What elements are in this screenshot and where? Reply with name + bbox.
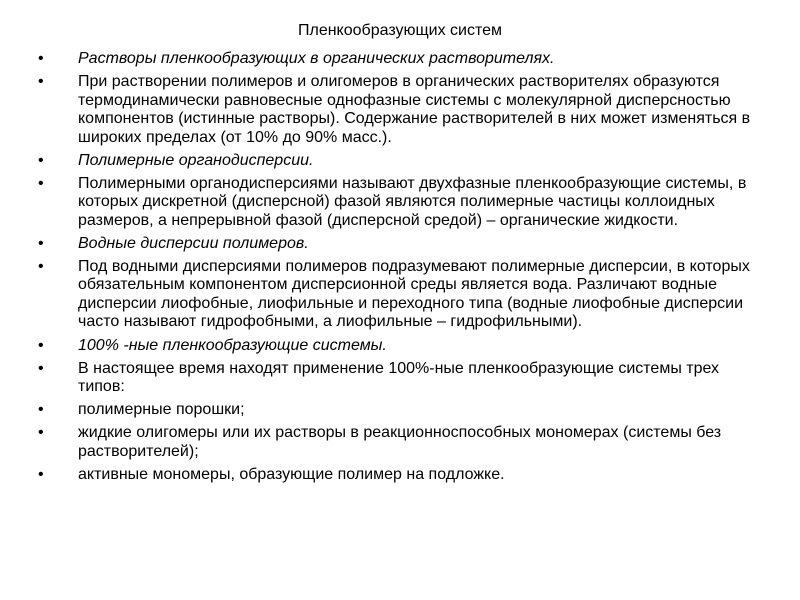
list-item <box>38 424 758 461</box>
list-item-text: активные мономеры, образующие полимер на подложке. <box>78 465 505 483</box>
list-item <box>38 466 758 485</box>
bullet-list <box>38 50 758 489</box>
section-heading-item <box>38 235 758 254</box>
bullet-icon: • <box>38 174 44 192</box>
bullet-icon: • <box>38 257 44 275</box>
bullet-icon: • <box>38 465 44 483</box>
list-item-text: Полимерными органодисперсиями называют двухфазные пленкообразующие системы, в которых дискретной (дисперсной) фазой являются полимерные частицы коллоидных размеров, а непрерывной фазой (дисперсной средой) – органические жидкости. <box>78 174 747 229</box>
list-item-text: Под водными дисперсиями полимеров подразумевают полимерные дисперсии, в которых обязательным компонентом дисперсионной среды является вода. Различают водные дисперсии лиофобные, лиофильные и переходного типа (водные лиофобные дисперсии часто называют гидрофобными, а лиофильные – гидрофильными). <box>78 257 750 331</box>
bullet-icon: • <box>38 151 44 169</box>
section-heading-item <box>38 337 758 356</box>
slide-title: Пленкообразующих систем <box>297 22 502 39</box>
list-item <box>38 175 758 231</box>
list-item-text: При растворении полимеров и олигомеров в органических растворителях образуются термодинамически равновесные однофазные системы с молекулярной дисперсностью компонентов (истинные растворы). Содержание растворителей в них может изменяться в широких пределах (от 10% до 90% масс.). <box>78 73 751 146</box>
list-item <box>38 360 758 397</box>
bullet-icon: • <box>38 336 44 354</box>
list-item-text: Полимерные органодисперсии. <box>78 151 314 169</box>
list-item-text: Водные дисперсии полимеров. <box>78 234 309 252</box>
list-item-text: 100% -ные пленкообразующие системы. <box>78 336 387 354</box>
bullet-icon: • <box>38 73 44 91</box>
list-item <box>38 73 758 147</box>
section-heading-item <box>38 50 758 69</box>
bullet-icon: • <box>38 401 44 419</box>
bullet-icon: • <box>38 50 44 67</box>
list-item-text: Растворы пленкообразующих в органических растворителях. <box>78 50 555 67</box>
list-item-text: В настоящее время находят применение 100%-ные пленкообразующие системы трех типов: <box>78 359 720 396</box>
bullet-icon: • <box>38 234 44 252</box>
list-item <box>38 258 758 332</box>
list-item-text: жидкие олигомеры или их растворы в реакционноспособных мономерах (системы без растворителей); <box>78 424 722 460</box>
section-heading-item <box>38 152 758 171</box>
bullet-icon: • <box>38 424 44 442</box>
list-item-text: полимерные порошки; <box>78 401 245 419</box>
list-item <box>38 401 758 420</box>
bullet-icon: • <box>38 359 44 377</box>
